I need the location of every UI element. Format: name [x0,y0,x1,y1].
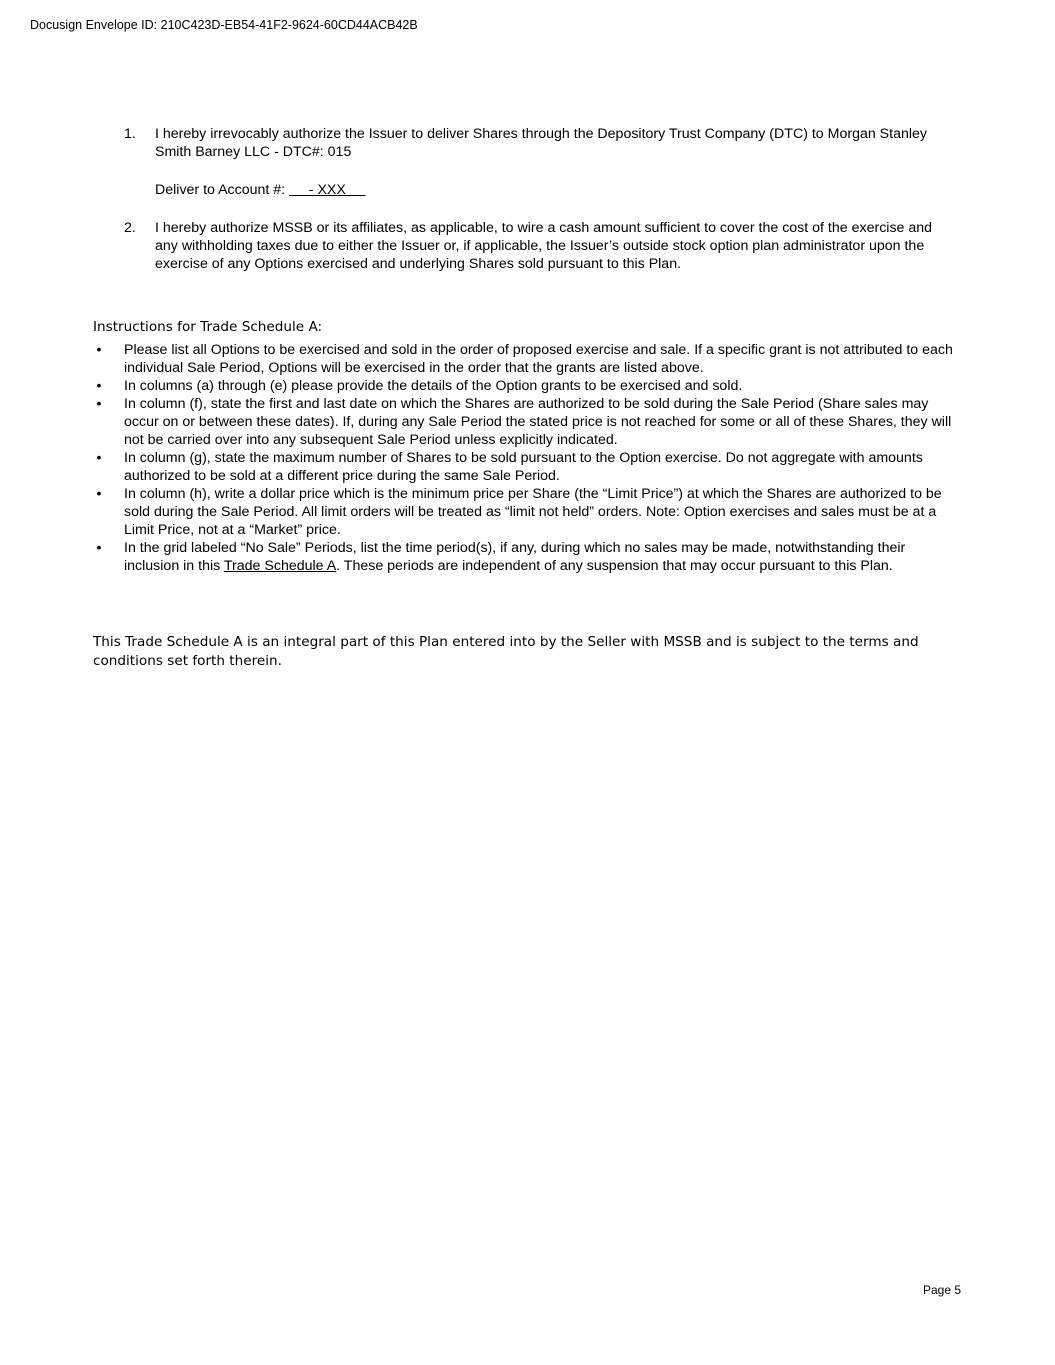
authorization-item-1 [124,125,956,199]
authorization-text: I hereby authorize MSSB or its affiliates, as applicable, to wire a cash amount sufficient to cover the cost of the exercise and any withholding taxes due to either the Issuer or, if applicable, the Issuer’s outside stock option plan administrator upon the exercise of any Options exercised and underlying Shares sold pursuant to this Plan. [155,220,933,272]
instruction-item [93,485,957,539]
bullet-icon: • [96,342,102,358]
bullet-icon: • [96,486,102,502]
page-number: Page 5 [923,1283,962,1297]
instruction-item [93,449,957,485]
instruction-item [93,395,957,449]
instruction-item [93,341,957,377]
instruction-item [93,539,957,575]
envelope-id: Docusign Envelope ID: 210C423D-EB54-41F2-9624-60CD44ACB42B [30,18,418,32]
trade-schedule-reference: Trade Schedule A [223,558,337,574]
instruction-item [93,377,957,395]
authorization-item-2 [124,219,956,273]
bullet-icon: • [96,396,102,412]
closing-paragraph: This Trade Schedule A is an integral part of this Plan entered into by the Seller with MSSB and is subject to the terms and conditions set forth therein. [93,634,919,669]
authorization-list [124,125,956,273]
bullet-icon: • [96,378,102,394]
authorization-text: I hereby irrevocably authorize the Issuer to deliver Shares through the Depository Trust Company (DTC) to Morgan Stanley Smith Barney LLC - DTC#: 015 [155,126,927,160]
deliver-account-label: Deliver to Account #: [155,182,286,198]
deliver-account-line [155,181,956,199]
instruction-text: In columns (a) through (e) please provide the details of the Option grants to be exercised and sold. [124,378,743,394]
item-number: 1. [124,126,136,142]
item-number: 2. [124,220,136,236]
instruction-text: Please list all Options to be exercised and sold in the order of proposed exercise and sale. If a specific grant is not attributed to each individual Sale Period, Options will be exercised in the order that the grants are listed above. [124,342,953,376]
instruction-text: In column (g), state the maximum number of Shares to be sold pursuant to the Option exercise. Do not aggregate with amounts authorized to be sold at a different price during the same Sale Period. [124,450,923,484]
account-number-field: - XXX [289,182,366,198]
instruction-text-start: In the grid labeled “No Sale” Periods, list the time period(s), if any, during which no sales may be made, notwithstanding their inclusion in this [124,540,906,574]
instruction-text [124,540,905,574]
bullet-icon: • [96,540,102,556]
instructions-list [93,341,957,575]
instruction-text-end: . These periods are independent of any suspension that may occur pursuant to this Plan. [336,558,893,574]
instruction-text: In column (f), state the first and last date on which the Shares are authorized to be sold during the Sale Period (Share sales may occur on or between these dates). If, during any Sale Period the stated price is not reached for some or all of these Shares, they will not be carried over into any subsequent Sale Period unless explicitly indicated. [124,396,952,448]
instruction-text: In column (h), write a dollar price which is the minimum price per Share (the “Limit Price”) at which the Shares are authorized to be sold during the Sale Period. All limit orders will be treated as “limit not held” orders. Note: Option exercises and sales must be at a Limit Price, not at a “Market” price. [124,486,942,538]
instructions-heading: Instructions for Trade Schedule A: [93,319,323,335]
bullet-icon: • [96,450,102,466]
